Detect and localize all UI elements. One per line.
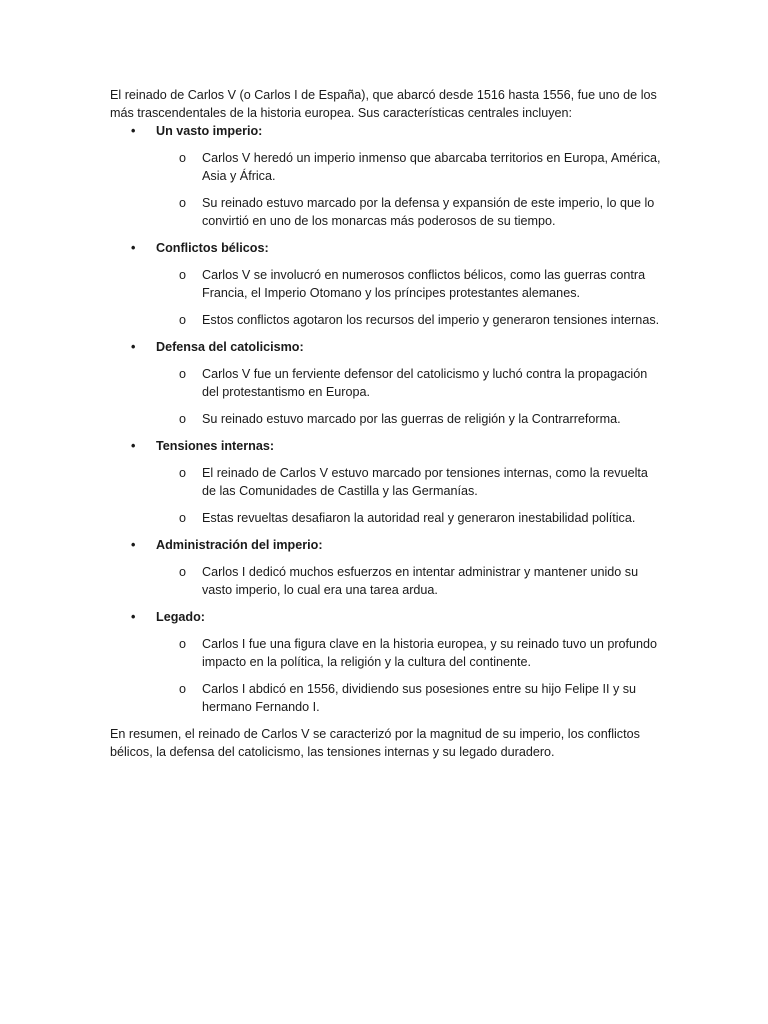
- sub-item: [156, 563, 662, 599]
- sub-list: [156, 266, 662, 329]
- sub-item: [156, 464, 662, 500]
- bullet-marker: •: [131, 439, 136, 453]
- sub-item-text: Su reinado estuvo marcado por las guerras de religión y la Contrarreforma.: [202, 412, 621, 426]
- sub-list: [156, 635, 662, 716]
- section-item: [110, 338, 662, 428]
- section-heading: Un vasto imperio:: [156, 124, 263, 138]
- section-item: [110, 437, 662, 527]
- sub-list: [156, 464, 662, 527]
- sub-item-text: Carlos I dedicó muchos esfuerzos en intentar administrar y mantener unido su vasto imperio, lo cual era una tarea ardua.: [202, 565, 639, 597]
- sub-marker: o: [179, 682, 187, 696]
- sub-marker: o: [179, 466, 187, 480]
- sub-item: [156, 365, 662, 401]
- sub-item: [156, 635, 662, 671]
- sub-list: [156, 365, 662, 428]
- intro-paragraph: El reinado de Carlos V (o Carlos I de España), que abarcó desde 1516 hasta 1556, fue uno de los más trascendentales de la historia europea. Sus características centrales incluyen:: [110, 88, 657, 120]
- sub-list: [156, 149, 662, 230]
- sub-item: [156, 266, 662, 302]
- section-heading: Administración del imperio:: [156, 538, 323, 552]
- sub-item-text: Carlos V fue un ferviente defensor del catolicismo y luchó contra la propagación del protestantismo en Europa.: [202, 367, 648, 399]
- section-heading: Defensa del catolicismo:: [156, 340, 304, 354]
- sub-item-text: Carlos I fue una figura clave en la historia europea, y su reinado tuvo un profundo impacto en la política, la religión y la cultura del continente.: [202, 637, 658, 669]
- sub-item-text: Carlos V heredó un imperio inmenso que abarcaba territorios en Europa, América, Asia y África.: [202, 151, 661, 183]
- sub-marker: o: [179, 196, 187, 210]
- sub-marker: o: [179, 637, 187, 651]
- section-item: [110, 536, 662, 599]
- sub-list: [156, 563, 662, 599]
- sub-item: [156, 194, 662, 230]
- sub-item: [156, 509, 662, 527]
- section-item: [110, 608, 662, 716]
- sub-marker: o: [179, 268, 187, 282]
- sub-item-text: Estas revueltas desafiaron la autoridad real y generaron inestabilidad política.: [202, 511, 636, 525]
- section-item: [110, 122, 662, 230]
- sub-marker: o: [179, 511, 187, 525]
- sub-item-text: Carlos V se involucró en numerosos conflictos bélicos, como las guerras contra Francia, el Imperio Otomano y los príncipes protestantes alemanes.: [202, 268, 646, 300]
- section-item: [110, 239, 662, 329]
- sub-item-text: Carlos I abdicó en 1556, dividiendo sus posesiones entre su hijo Felipe II y su hermano Fernando I.: [202, 682, 637, 714]
- bullet-marker: •: [131, 340, 136, 354]
- bullet-marker: •: [131, 124, 136, 138]
- sub-marker: o: [179, 313, 187, 327]
- sub-item: [156, 311, 662, 329]
- bullet-marker: •: [131, 241, 136, 255]
- sub-item-text: Estos conflictos agotaron los recursos del imperio y generaron tensiones internas.: [202, 313, 660, 327]
- section-heading: Tensiones internas:: [156, 439, 275, 453]
- sub-marker: o: [179, 565, 187, 579]
- sub-marker: o: [179, 412, 187, 426]
- sub-item: [156, 149, 662, 185]
- conclusion-paragraph: En resumen, el reinado de Carlos V se caracterizó por la magnitud de su imperio, los conflictos bélicos, la defensa del catolicismo, las tensiones internas y su legado duradero.: [110, 727, 640, 759]
- document-page: [110, 86, 662, 761]
- sub-marker: o: [179, 367, 187, 381]
- section-heading: Conflictos bélicos:: [156, 241, 269, 255]
- sub-item: [156, 410, 662, 428]
- bullet-marker: •: [131, 538, 136, 552]
- sub-item-text: Su reinado estuvo marcado por la defensa y expansión de este imperio, lo que lo convirtió en uno de los monarcas más poderosos de su tiempo.: [202, 196, 655, 228]
- section-heading: Legado:: [156, 610, 205, 624]
- sub-item: [156, 680, 662, 716]
- sub-marker: o: [179, 151, 187, 165]
- sections-list: [110, 122, 662, 716]
- bullet-marker: •: [131, 610, 136, 624]
- sub-item-text: El reinado de Carlos V estuvo marcado por tensiones internas, como la revuelta de las Comunidades de Castilla y las Germanías.: [202, 466, 648, 498]
